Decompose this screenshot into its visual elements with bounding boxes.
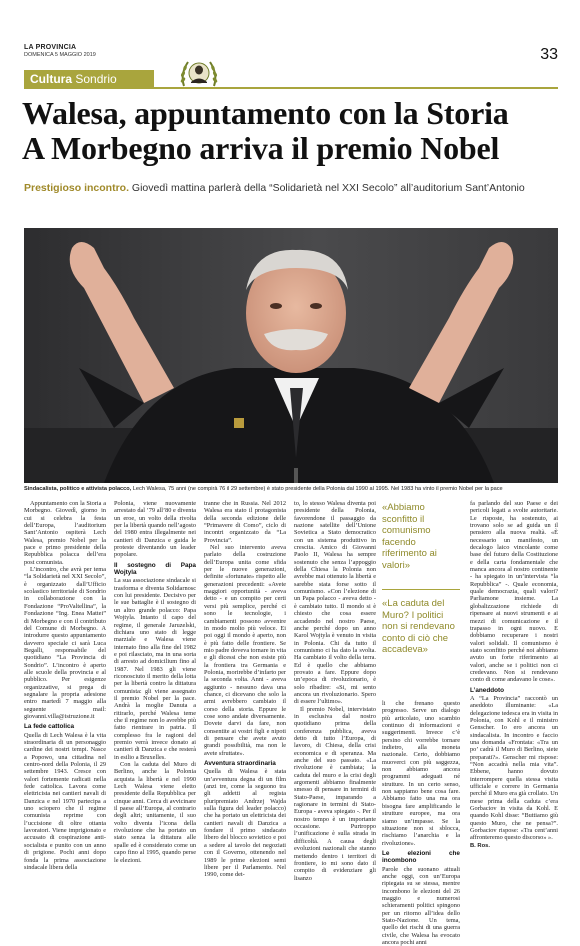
issue-date: DOMENICA 5 MAGGIO 2019 [24, 52, 96, 58]
portrait-laurel-icon [176, 56, 222, 92]
photo-caption [24, 486, 558, 492]
pull-quotes [382, 502, 460, 674]
paragraph: fa parlando del suo Paese e dei pericoli legati a svolte autoritarie. Le risposte, ha sostenuto, ai trovano solo se ad guida un il pensiero alla nuova realtà. «È necessario un manifesto, un decalogo laico vincolante come base del futuro della Costituzione e della carta fondamentale che manca ancora al nostro continente - ha spiegato in un’intervista “la Repubblica” -. Quale economia, quale democrazia, quali valori? Parliamone insieme. La globalizzazione richiede di ripensare ai nuovi strumenti e ai mezzi di comunicazione e il trapasso in ogni nuovo. E dobbiamo recuperare i nostri valori solidali. Il comunismo è stato sconfitto perché noi abbiamo avuto un forte riferimento ai valori, anche se i politici non ci credevano. Non si rendevano conto di come andavano le cose». [470, 500, 558, 684]
headline-line-1: Walesa, appuntamento con la Storia [22, 95, 509, 131]
section-bar [24, 70, 558, 89]
article-column-3 [204, 500, 287, 879]
paragraph: Quella di Walesa è stata un’avventura degna di un film (anzi tre, come la seguono tra gli addetti al regista pluripremiato Andrzej Wajda sulla figura del leader polacco) che ha portato un elettricista dei cantieri navali di Danzica a fondare il primo sindacato libero del blocco sovietico e poi a sedere al tavolo dei negoziati con il Governo, ottenendo nel 1989 le prime elezioni semi libere per il Parlamento. Nel 1990, come det- [204, 768, 286, 879]
article-column-6 [470, 500, 558, 849]
quote-divider [382, 589, 460, 590]
subhead-text: Giovedì mattina parlerà della “Solidarietà nel XXI Secolo” all’auditorium Sant’Antonio [129, 182, 525, 194]
paragraph: Il premio Nobel, intervistato in esclusiva dal nostro quotidiano prima della conferenza pubblica, aveva detto di tutto l’Europa, di lavoro, di Chiesa, della crisi economica e di speranza. Ma anche del suo passato. «La rivoluzione è cambiata; la caduta del muro e la crisi degli argomenti abbiamo finalmente smesso di pensare in termini di Stato-Paese, imparando a ragionare in termini di Stato-Europa - aveva spiegato -. Per il nostro tempo è un importante occasione. Purtroppo l’unificazione è sulla strada in difficoltà. A causa degli evoluzioni nazionali che stanno mettendo dentro i territori di frontiere, io mi sono dato il compito di evidenziare gli lisanzo [294, 705, 376, 882]
section-subheading: Il sostegno di Papa Wojtyla [114, 561, 196, 577]
lead-photo [24, 228, 558, 483]
author-signature: B. Ros. [470, 842, 490, 849]
paragraph: li che frenano questo progresso. Serve un dialogo più articolato, uno scambio continuo di informazioni e suggerimenti. Invece c’è persino chi vorrebbe tornare indietro, alla moneta nazionale. Certo, dobbiamo muoverci con più saggezza, non abbiamo ancora programmi adeguati né strutture. In un certo senso, non sappiamo bene cosa fare. Abbiamo fatto una ma ora bisogna fare amplificando le strutture europee, ma ora siamo un’impasse. Se la situazione non si sblocca, rischiamo l’anarchia e la rivoluzione». [382, 700, 460, 847]
paragraph: Polonia, viene nuovamente arrestato dal ’79 all’80 e diventa un eroe, un volto della rivolta per la libertà quando nell’agosto del 1980 entra illegalmente nei cantieri di Danzica e guida le proteste diventando un leader popolare. [114, 500, 196, 559]
paragraph: Parole che suonano attuali anche oggi, con un’Europa ripiegata su se stessa, mentre incombono le elezioni del 26 maggio e numerosi schieramenti politici spingono per un ritorno all’idea dello Stato-Nazione. Un tema, quello dei rischi di una guerra civile, che Walesa ha evocato ancora pochi anni [382, 865, 460, 946]
section-tab [24, 70, 154, 89]
article-column-5 [382, 700, 460, 946]
section-label-light: Sondrio [75, 72, 117, 86]
section-subheading: Avventura straordinaria [204, 760, 276, 768]
caption-text: Lech Walesa, 75 anni (ne compirà 76 il 29 settembre) è stato presidente della Polonia dal 1990 al 1995. Nel 1983 ha vinto il premio Nobel per la pace [131, 486, 503, 492]
headline-line-2: A Morbegno arriva il premio Nobel [22, 130, 500, 166]
article-column-2 [114, 500, 196, 864]
masthead [24, 44, 558, 63]
paragraph: Nel suo intervento aveva parlato della costruzione dell’Europa unita come sfida per le nuove generazioni, definite «fortunate» rispetto alle generazioni precedenti: «Avete maggiori opportunità - aveva detto - e un compito per certi versi più semplice, perché ci sono le tecnologie, i cambiamenti possono avvenire in modo molto più veloce. Ei poi oggi il mondo è aperto, non è più fatto delle frontiere. Se mio padre doveva tornare in vita e gli dicessi che non esiste più la frontiera tra Germania e Polonia, morirebbe d’infarto per la seconda volta. Anni - aveva aggiunto - nessuno dava una chance, ci dicevano che solo la armi avrebbero cambiato il corso della storia. Eppure le cose sono andate diversamente. Dovete darvi da fare, non consentite ai vostri figli e nipoti di pensare che avete avuto grandi possibilità, ma non le avete sfruttate». [204, 544, 287, 757]
paragraph: La sua associazione sindacale si trasforma e diventa Solidarnosc con lui presidente. Decisivo per le sue battaglie è il sostegno di un altro grande polacco: Papa Wojtyla. Intanto il capo del regime, il generale Jaruzelski, dichiara uno stato di legge marziale e Walesa viene internato fino alla fine del 1982 e poi rilasciato, ma in una sorta di arresto ad domicilium fino al 1987. Nel 1983 gli viene riconosciuto il merito della lotta per la libertà contro la dittatura comunista: gli viene assegnato il premio Nobel per la pace. Andrà la moglie Danuta a ritirarlo, perché Walesa teme che il regime non lo avrebbe più fatto rientrare in patria. Il complesso fra le ragioni del premio verrà invece donato ai cantieri di Danzica e che resterà in esilio a Bruxelles. [114, 577, 196, 761]
subhead-kicker: Prestigioso incontro. [24, 182, 130, 194]
caption-bold: Sindacalista, politico e attivista polacco, [24, 486, 132, 492]
newspaper-name: LA PROVINCIA [24, 44, 77, 51]
section-subheading: Le elezioni che incombono [382, 849, 460, 865]
paragraph: Appuntamento con la Storia a Morbegno. Giovedì, giorno in cui si celebra la festa dell’Europa, l’auditorium Sant’Antonio ospiterà Lech Walesa, premio Nobel per la pace e primo presidente della Repubblica polacca dell’era post comunista. [24, 500, 106, 566]
paragraph: to, lo stesso Walesa diventa poi presidente della Polonia, favorendone il passaggio da nazione satellite dell’Unione Sovietica a Stato democratico con un sistema produttivo in crescita. Amico di Giovanni Paolo II, Walesa ha sempre sostenuto che senza l’appoggio della Chiesa la Polonia non avrebbe mai ottenuto la libertà e sarebbe stata forse sotto il comunismo. «Con l’elezione di un Papa polacco - aveva detto - è cambiato tutto. Il mondo si è chiesto che cosa essere accadendo nel nostro Paese, anche perché dopo un anno Karol Wojtyla è venuto in visita in Polonia. Chi da tutto il comunismo ci ha dato la svolta. Ha cambiato il volto della terra. Ed è quello che abbiamo provato a fare. Eppure dopo un’epoca di rivoluzionario, è solo ribadire: «Si, mi sento ancora un rivoluzionario. Spero di essere l’ultimo». [294, 500, 376, 706]
headline [22, 96, 562, 166]
walesa-photo [24, 228, 558, 483]
paragraph: L’incontro, che avrà per tema “la Solidarietà nel XXI Secolo”, è organizzato dall’Ufficio scolastico territoriale di Sondrio in collaborazione con la Fondazione “ProValtellina”, la Fondazione “Ing. Enea Mattei” di Morbegno e con il contributo del Comune di Morbegno. A introdurre questo appuntamento davvero speciale ci sarà Luca Begalli, responsabile del quotidiano “La Provincia di Sondrio”. L’incontro è aperto alle scuole della provincia e al pubblico. Per esigenze organizzative, si prega di segnalare la propria adesione entro martedì 7 maggio alla seguente mail: giovanni.villa@istruzione.it [24, 566, 106, 720]
section-subheading: L’aneddoto [470, 686, 505, 694]
article-column-1 [24, 500, 106, 871]
article-body [24, 500, 558, 946]
section-subheading: La fede cattolica [24, 723, 75, 731]
subheadline [24, 182, 564, 194]
paragraph: A “La Provincia” raccontò un aneddoto illuminante: «La delegazione tedesca era in visita in Polonia, con Kohl e il ministro Genscher. Io ero ancora un sindacalista. In incontro e faccio una domanda «Frontata: «Tra un po’ cadrà il Muro di Berlino, siete preparati?». Genscher mi rispose: “Non accadrà nella mia vita”. Ebbene, hanno dovuto interrompere quella stessa visita ufficiale e correre in Germania perché il Muro era già crollato. Un mese prima della caduta c’era Gorbaciov in visita da Kohl. E quando Kohl disse: “Buttiamo giù questo Muro, che ne pensa?”. Gorbaciov rispose: «Tra cent’anni affronteremo questo discorso» ». [470, 694, 558, 842]
section-label-bold: Cultura [30, 72, 72, 86]
paragraph: Con la caduta del Muro di Berlino, anche la Polonia acquista la libertà e nel 1990 Lech Walesa viene eletto presidente della Repubblica per cinque anni. Cerca di avvicinare il paese all’Europa, al contrario degli altri; unitamente, il suo volto diventa l’icona della rivoluzione che ha portato un stato senza la dittatura alle spalle ed è considerato come un capo fino al 1995, quando perse le elezioni. [114, 761, 196, 864]
pull-quote-2: «La caduta del Muro? I politici non si rendevano conto di ciò che accadeva» [382, 598, 455, 655]
article-column-4 [294, 500, 376, 882]
paragraph: tranne che in Russia. Nel 2012 Walesa era stato il protagonista della seconda edizione delle “Primavere di Como”, ciclo di incontri organizzato da “La Provincia”. [204, 500, 286, 544]
pull-quote-1: «Abbiamo sconfitto il comunismo facendo riferimento ai valori» [382, 502, 437, 571]
page-number: 33 [540, 46, 558, 63]
paragraph: Quella di Lech Walesa è la vita straordinaria di un personaggio cardine dei nostri tempi. Nasce a Popowo, una cittadina nel centro-nord della Polonia, il 29 settembre 1943. Cresce con valori fortemente radicati nella fede cattolica. Lavora come elettricista nei cantieri navali di Danzica e nel 1970 partecipa a uno sciopero che il regime comunista reprime con l’uccisione di oltre ottanta lavoratori. Viene imprigionato e accusato di cospirazione anti-socialista e punito con un anno di prigione. Pochi anni dopo fonda la prima associazione sindacale libera della [24, 731, 106, 871]
